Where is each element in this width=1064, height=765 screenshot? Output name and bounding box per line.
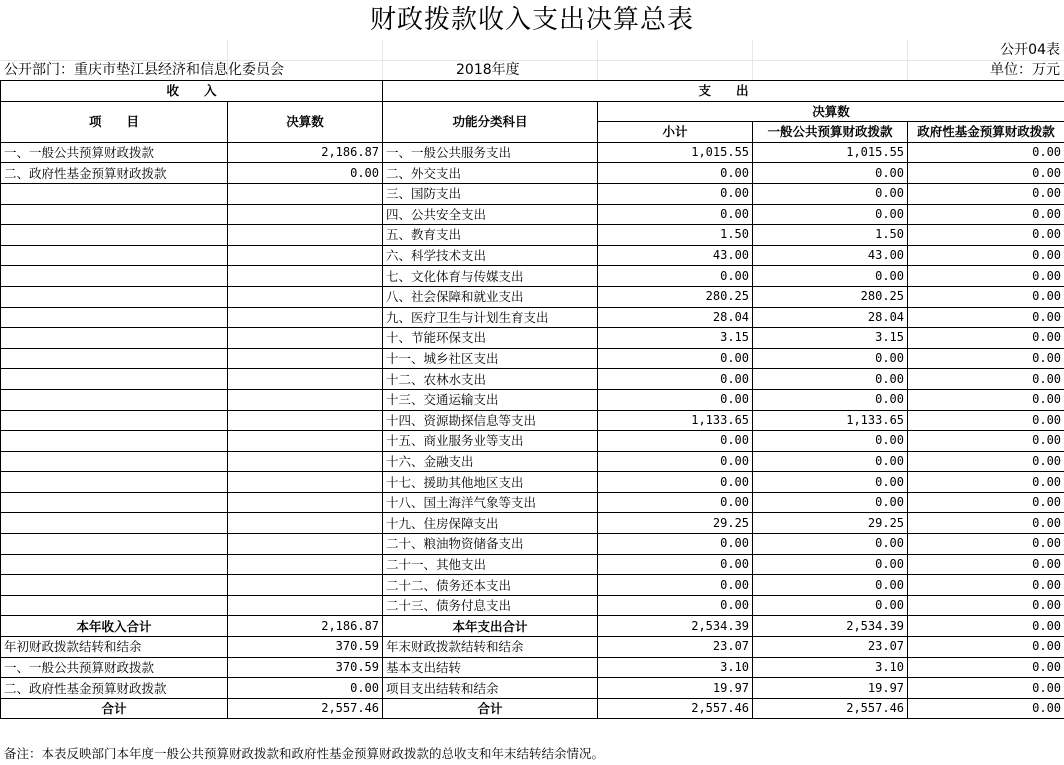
expense-fund-budget: 0.00 [908,142,1064,163]
table-row [1,513,1064,534]
income-item [1,595,228,616]
expense-fund-budget: 0.00 [908,389,1064,410]
expense-general-budget: 1,133.65 [753,410,908,431]
income-amount: 2,186.87 [228,616,383,637]
expense-general-budget: 23.07 [753,637,908,658]
income-item [1,513,228,534]
carryover-row [1,637,1064,658]
income-amount [228,451,383,472]
expense-item: 十三、交通运输支出 [383,389,598,410]
income-amount [228,348,383,369]
expense-fund-budget: 0.00 [908,451,1064,472]
expense-fund-budget: 0.00 [908,225,1064,246]
income-item [1,534,228,555]
income-amount [228,492,383,513]
income-item [1,348,228,369]
table-row [1,328,1064,349]
income-item [1,431,228,452]
expense-item: 本年支出合计 [383,616,598,637]
expense-subtotal: 43.00 [598,245,753,266]
income-amount [228,513,383,534]
expense-subtotal: 0.00 [598,534,753,555]
expense-subtotal: 0.00 [598,431,753,452]
form-number: 公开04表 [1000,42,1060,58]
expense-fund-budget: 0.00 [908,183,1064,204]
expense-fund-budget: 0.00 [908,534,1064,555]
expense-item: 年末财政拨款结转和结余 [383,637,598,658]
expense-general-budget: 0.00 [753,204,908,225]
expense-general-budget: 0.00 [753,492,908,513]
expense-general-budget: 0.00 [753,389,908,410]
expense-fund-budget: 0.00 [908,431,1064,452]
expense-subtotal: 19.97 [598,678,753,699]
expense-fund-budget: 0.00 [908,492,1064,513]
expense-fund-budget: 0.00 [908,657,1064,678]
expense-fund-budget: 0.00 [908,698,1064,719]
expense-general-budget: 0.00 [753,348,908,369]
expense-subtotal: 0.00 [598,554,753,575]
report-meta [0,40,1064,80]
income-amount: 0.00 [228,163,383,184]
table-row [1,307,1064,328]
income-item: 二、政府性基金预算财政拨款 [1,678,228,699]
expense-general-budget: 2,534.39 [753,616,908,637]
income-amount [228,431,383,452]
expense-subtotal: 3.15 [598,328,753,349]
expense-subtotal: 0.00 [598,348,753,369]
expense-item: 合计 [383,698,598,719]
table-row [1,225,1064,246]
expense-fund-budget: 0.00 [908,204,1064,225]
expense-general-budget: 1.50 [753,225,908,246]
expense-fund-budget: 0.00 [908,348,1064,369]
income-item: 二、政府性基金预算财政拨款 [1,163,228,184]
expense-subtotal: 0.00 [598,492,753,513]
income-item [1,286,228,307]
expense-fund-budget: 0.00 [908,637,1064,658]
expense-item: 一、一般公共服务支出 [383,142,598,163]
header-row-1 [1,81,1064,102]
general-budget-header: 一般公共预算财政拨款 [753,122,908,143]
expense-fund-budget: 0.00 [908,616,1064,637]
expense-subtotal: 0.00 [598,575,753,596]
expense-subtotal: 0.00 [598,369,753,390]
income-item [1,492,228,513]
expense-item: 十四、资源勘探信息等支出 [383,410,598,431]
table-row [1,369,1064,390]
footnote: 备注：本表反映部门本年度一般公共预算财政拨款和政府性基金预算财政拨款的总收支和年末结转结余情况。 [4,746,605,761]
expense-general-budget: 19.97 [753,678,908,699]
item-header: 项 目 [1,101,228,142]
expense-item: 九、医疗卫生与计划生育支出 [383,307,598,328]
expense-item: 二、外交支出 [383,163,598,184]
expense-subtotal: 0.00 [598,266,753,287]
expense-item: 二十二、债务还本支出 [383,575,598,596]
table-row [1,472,1064,493]
expense-general-budget: 0.00 [753,472,908,493]
expense-fund-budget: 0.00 [908,554,1064,575]
table-row [1,266,1064,287]
amount-header: 决算数 [228,101,383,142]
income-amount [228,183,383,204]
expense-item: 八、社会保障和就业支出 [383,286,598,307]
expense-item: 四、公共安全支出 [383,204,598,225]
income-item [1,307,228,328]
income-item [1,575,228,596]
table-row [1,204,1064,225]
expense-general-budget: 0.00 [753,534,908,555]
expense-fund-budget: 0.00 [908,595,1064,616]
income-amount [228,307,383,328]
income-amount [228,472,383,493]
income-item [1,410,228,431]
income-item [1,328,228,349]
table-row [1,245,1064,266]
expense-subtotal: 23.07 [598,637,753,658]
income-amount [228,204,383,225]
expense-subtotal: 0.00 [598,451,753,472]
table-row [1,389,1064,410]
expense-subtotal: 29.25 [598,513,753,534]
income-amount [228,389,383,410]
table-row [1,492,1064,513]
expense-item: 十、节能环保支出 [383,328,598,349]
income-amount [228,328,383,349]
income-item [1,451,228,472]
expense-item: 十八、国土海洋气象等支出 [383,492,598,513]
department-label: 公开部门：重庆市垫江县经济和信息化委员会 [4,62,284,78]
table-row [1,163,1064,184]
expense-item: 三、国防支出 [383,183,598,204]
income-amount [228,410,383,431]
expense-fund-budget: 0.00 [908,369,1064,390]
income-item [1,266,228,287]
expense-item: 二十、粮油物资储备支出 [383,534,598,555]
expense-fund-budget: 0.00 [908,245,1064,266]
expense-item: 七、文化体育与传媒支出 [383,266,598,287]
expense-general-budget: 2,557.46 [753,698,908,719]
income-amount: 0.00 [228,678,383,699]
expense-item: 十七、援助其他地区支出 [383,472,598,493]
income-item: 年初财政拨款结转和结余 [1,637,228,658]
expense-subtotal: 0.00 [598,595,753,616]
expense-subtotal: 0.00 [598,183,753,204]
income-item [1,389,228,410]
income-item [1,369,228,390]
income-amount [228,554,383,575]
table-row [1,286,1064,307]
expense-subtotal: 28.04 [598,307,753,328]
income-item [1,245,228,266]
expense-general-budget: 0.00 [753,183,908,204]
expense-fund-budget: 0.00 [908,410,1064,431]
table-row [1,183,1064,204]
expense-header: 支 出 [383,81,1064,102]
expense-general-budget: 0.00 [753,575,908,596]
expense-item: 十五、商业服务业等支出 [383,431,598,452]
expense-subtotal: 2,557.46 [598,698,753,719]
table-row [1,595,1064,616]
grand-total-row [1,698,1064,719]
expense-fund-budget: 0.00 [908,513,1064,534]
expense-fund-budget: 0.00 [908,678,1064,699]
income-item [1,554,228,575]
subtotal-header: 小计 [598,122,753,143]
expense-item: 二十三、债务付息支出 [383,595,598,616]
expense-general-budget: 3.10 [753,657,908,678]
table-row [1,575,1064,596]
expense-general-budget: 3.15 [753,328,908,349]
expense-general-budget: 0.00 [753,554,908,575]
table-row [1,142,1064,163]
report-title: 财政拨款收入支出决算总表 [369,5,694,35]
budget-table [0,80,1064,719]
income-amount: 2,186.87 [228,142,383,163]
income-amount [228,575,383,596]
expense-general-budget: 280.25 [753,286,908,307]
expense-general-budget: 0.00 [753,266,908,287]
income-amount [228,245,383,266]
table-row [1,410,1064,431]
income-amount: 370.59 [228,657,383,678]
income-item: 合计 [1,698,228,719]
expense-general-budget: 0.00 [753,431,908,452]
income-item: 一、一般公共预算财政拨款 [1,657,228,678]
settlement-header: 决算数 [598,101,1064,122]
fiscal-year: 2018年度 [456,62,520,78]
expense-item: 项目支出结转和结余 [383,678,598,699]
expense-subtotal: 0.00 [598,163,753,184]
expense-general-budget: 0.00 [753,163,908,184]
expense-general-budget: 1,015.55 [753,142,908,163]
expense-subtotal: 0.00 [598,204,753,225]
expense-general-budget: 28.04 [753,307,908,328]
table-row [1,431,1064,452]
income-item [1,225,228,246]
expense-subtotal: 1,015.55 [598,142,753,163]
table-row [1,348,1064,369]
income-amount [228,286,383,307]
income-item [1,183,228,204]
income-amount [228,266,383,287]
expense-fund-budget: 0.00 [908,575,1064,596]
carryover-row [1,678,1064,699]
unit-label: 单位：万元 [990,62,1060,78]
expense-item: 五、教育支出 [383,225,598,246]
expense-subtotal: 280.25 [598,286,753,307]
expense-general-budget: 43.00 [753,245,908,266]
table-row [1,534,1064,555]
expense-subtotal: 2,534.39 [598,616,753,637]
expense-subtotal: 3.10 [598,657,753,678]
expense-item: 十六、金融支出 [383,451,598,472]
income-item [1,204,228,225]
expense-fund-budget: 0.00 [908,472,1064,493]
expense-fund-budget: 0.00 [908,286,1064,307]
expense-item: 十二、农林水支出 [383,369,598,390]
income-amount [228,595,383,616]
expense-subtotal: 1.50 [598,225,753,246]
expense-general-budget: 0.00 [753,369,908,390]
income-item: 本年收入合计 [1,616,228,637]
income-amount [228,225,383,246]
expense-fund-budget: 0.00 [908,163,1064,184]
expense-item: 二十一、其他支出 [383,554,598,575]
expense-subtotal: 0.00 [598,389,753,410]
table-row [1,451,1064,472]
expense-general-budget: 29.25 [753,513,908,534]
expense-item: 基本支出结转 [383,657,598,678]
table-body [1,81,1064,719]
income-header: 收 入 [1,81,383,102]
fund-budget-header: 政府性基金预算财政拨款 [908,122,1064,143]
income-amount: 2,557.46 [228,698,383,719]
expense-fund-budget: 0.00 [908,307,1064,328]
expense-fund-budget: 0.00 [908,266,1064,287]
func-class-header: 功能分类科目 [383,101,598,142]
expense-item: 六、科学技术支出 [383,245,598,266]
expense-item: 十一、城乡社区支出 [383,348,598,369]
year-total-row [1,616,1064,637]
income-item [1,472,228,493]
income-amount [228,369,383,390]
expense-subtotal: 0.00 [598,472,753,493]
expense-general-budget: 0.00 [753,595,908,616]
carryover-row [1,657,1064,678]
income-amount: 370.59 [228,637,383,658]
income-item: 一、一般公共预算财政拨款 [1,142,228,163]
expense-fund-budget: 0.00 [908,328,1064,349]
expense-item: 十九、住房保障支出 [383,513,598,534]
header-row-2 [1,101,1064,122]
table-row [1,554,1064,575]
expense-subtotal: 1,133.65 [598,410,753,431]
expense-general-budget: 0.00 [753,451,908,472]
income-amount [228,534,383,555]
